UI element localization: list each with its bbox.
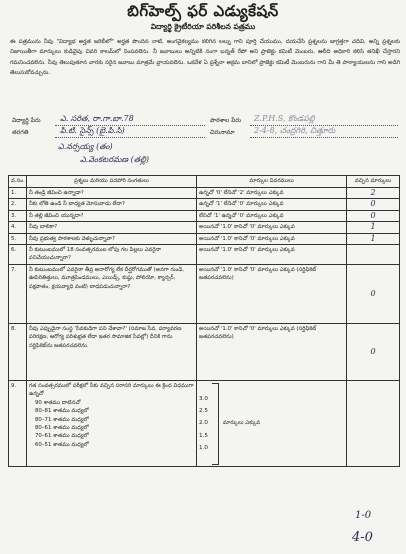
table-row	[9, 381, 400, 467]
row-marks: ఉన్నచో '1' లేనిచో '0' మార్కులు ఎక్కువ	[197, 199, 347, 210]
row-number: 7.	[9, 265, 27, 324]
row-marks: అయినచో '1.0' కానిచో '0' మార్కులు ఎక్కువ (సర్టిఫికెట్ జతపరచవలెను)	[197, 324, 347, 381]
address-line	[250, 137, 398, 138]
score-total-2: 4-0	[352, 530, 373, 545]
header-given-marks: వచ్చిన మార్కులు	[347, 176, 400, 188]
instructions-paragraph: ఈ పత్రమును నీవు "విద్యాభ అర్హత జరిబీలో" అర్హత పొందిన నాటి, అంగవైకల్యము కలిగిన లల్ను గాని పూర్తి చేయుము, దయచేసి ప్రశ్నలను జాగ్రత్తగా చదివి, అన్ని ప్రశ్నలకు నిజాయితీగా మార్కులు కుడివైపు చివరి కాలమ్‌లో నింపవలెను. నీ జవాబులు అన్నిటికి నంగా బన్నత్ రేపో అని ప్రాజెక్టు కమిటీ మెంబరు, ఆలీది అధికారి కలిసి తనిఖీ చేస్తారని గమనించవలెను. నీవు తెలుపుతూన వారకు సరైన జవాబు మాత్రమే వ్రాయవలెను. ఒకవేళ ఏ ప్రశ్నేనా అక్రమ బానిలో ప్రాజెక్టు కమిటీ మెంబరును గాని మీ తె పాఠ్యాయులను గాని అడిగి తెలుసుకోవచ్చును.	[10, 39, 400, 77]
scale-value: 3.0	[199, 395, 208, 402]
row-score[interactable]: 1	[347, 222, 400, 233]
row-marks: అయినచో '1.0' కానిచో '0' మార్కులు ఎక్కువ	[197, 233, 347, 244]
row-score[interactable]	[347, 245, 400, 265]
row9-question-text: గత సంవత్సరములో పరీక్షలో నీకు వచ్చిన సరాసరి మార్కులు ఈ క్రింద విధముగా ఉన్నచో	[29, 383, 194, 398]
score-total-1: 1-0	[355, 510, 372, 521]
row9-marks-text: మార్కులు ఎక్కువ	[222, 420, 261, 427]
table-row	[9, 245, 400, 265]
row9-band: 80–81 శాతము మధ్యలో	[35, 408, 89, 415]
school-name-value: Z.P.H.S, కొండపల్లి	[254, 114, 315, 123]
row-marks: అయినచో '1.0' కానిచో '0' మార్కులు ఎక్కువ	[197, 222, 347, 233]
header-sno: వ.సం.	[9, 176, 27, 188]
header-marks-detail: మార్కుల వివరములు	[197, 176, 347, 188]
row-question: నీ తండ్రి జీవించి ఉన్నాడా?	[27, 188, 197, 199]
row9-band: 80–71 శాతము మధ్యలో	[35, 416, 89, 423]
table-row	[9, 324, 400, 381]
row-number: 9.	[9, 381, 27, 467]
scale-value: 2.0	[199, 420, 208, 427]
extra-line-1: ఎ.నర్సయ్య (తం)	[58, 142, 113, 151]
row-score[interactable]	[347, 381, 400, 467]
scale-value: 1.5	[199, 432, 208, 439]
table-row	[9, 210, 400, 221]
row-score[interactable]: 1	[347, 233, 400, 244]
row-question: నీ కుటుంబములో 18 సంవత్సరముల లోపు గల పిల్లలు ఎవరైనా పనిచేయుచున్నారా?	[27, 245, 197, 265]
row-number: 2.	[9, 199, 27, 210]
row-marks: లేనిచో '1' ఉన్నచో '0' మార్కులు ఎక్కువ	[197, 210, 347, 221]
student-name-label: విద్యార్థి పేరు	[12, 117, 41, 124]
extra-line-2: ఎ.వెంకటరమణ (తల్లి)	[80, 155, 150, 164]
row-question	[27, 381, 197, 467]
row-marks	[197, 381, 347, 467]
row-score[interactable]: 0	[347, 210, 400, 221]
row-question: నీవు ప్రభుత్వ పాఠశాలకు వెళ్ళుచున్నావా?	[27, 233, 197, 244]
row-number: 8.	[9, 324, 27, 381]
row-question: నీ తల్లి జీవించి యున్నదా?	[27, 210, 197, 221]
row-score[interactable]: 2	[347, 188, 400, 199]
row9-band: 70–61 శాతము మధ్యలో	[35, 433, 89, 440]
row-question: నీ కుటుంబములో ఎవరైనా తీవ్ర అనారోగ్య లేక దీర్ఘరోగముతో (అనగా గుండె, ఊపిరితిత్తులు, మూత్రపిండములు, ఎయిడ్స్, కుష్ఠు, పోలియో, క్యాన్సర్, పక్షవాతం, క్షయవ్యాధి వంటి) బాధపడుచున్నారా?	[27, 265, 197, 324]
row-number: 5.	[9, 233, 27, 244]
row-marks: అయినచో '1.0' కానిచో '0' మార్కులు ఎక్కువ (సర్టిఫికెట్ జతపరచవలెను)	[197, 265, 347, 324]
row-marks: ఉన్నచో '0' లేనిచో '2' మార్కులు ఎక్కువ	[197, 188, 347, 199]
class-line	[55, 137, 205, 138]
table-row	[9, 233, 400, 244]
criteria-table	[8, 175, 400, 467]
row-question: నీకు లోతి ఉండి నీ బాధ్యత మోసువాడు లేదా?	[27, 199, 197, 210]
address-value: 2-4-8, చంద్రగిరి, చిత్తూరు	[254, 126, 336, 135]
class-label: తరగతి	[12, 129, 29, 136]
row-score[interactable]: 0	[347, 324, 400, 381]
row-number: 4.	[9, 222, 27, 233]
row-marks: అయినచో '1.0' కానిచో '0' మార్కులు ఎక్కువ	[197, 245, 347, 265]
org-title: బిగ్‌హెల్ప్ ఫర్ ఎడ్యుకేషన్	[127, 2, 279, 20]
address-label: చిరునామా	[210, 129, 235, 136]
row9-band: 60–51 శాతము మధ్యలో	[35, 441, 89, 448]
row-score[interactable]: 0	[347, 265, 400, 324]
table-row	[9, 222, 400, 233]
student-name-value: ఎ. సరిత, రా.గా.బా.78	[60, 114, 134, 123]
scale-value: 2.5	[199, 407, 208, 414]
table-row	[9, 265, 400, 324]
scale-bracket	[212, 383, 219, 465]
row-question: నీవు బాలికా?	[27, 222, 197, 233]
scale-value: 1.0	[199, 445, 208, 452]
row9-band: 80–61 శాతము మధ్యలో	[35, 425, 89, 432]
school-name-label: పాఠశాల పేరు	[210, 117, 242, 124]
class-value: పి.టి. సైన్స్ (బై.పి.సి)	[60, 126, 125, 135]
row-number: 3.	[9, 210, 27, 221]
row-number: 1.	[9, 188, 27, 199]
form-subtitle: విద్యార్థి క్రైటీరియా పరిశీలన పత్రము	[150, 22, 256, 31]
table-row	[9, 188, 400, 199]
row-question: నీవు ఎప్పుడైనా సంస్థ 'సేవకుడిగా పని చేశావా?' (సమాజ సేవ, పర్యావరణ పరిరక్షణ, ఆరోగ్య పరిశుభ్రత లేదా ఇతర సామాజిక సేవల్లో) దీనికి గాను సర్టిఫికెట్‌ను జతపరచవలెను.	[27, 324, 197, 381]
row9-band: 90 శాతము దాటినచో	[35, 399, 81, 406]
row-number: 6.	[9, 245, 27, 265]
row-score[interactable]: 0	[347, 199, 400, 210]
table-row	[9, 199, 400, 210]
row9-scale	[199, 383, 344, 465]
row9-scale-values	[199, 395, 208, 453]
header-question: ప్రశ్నలు మరియు పదపోరి సంగతులు	[27, 176, 197, 188]
